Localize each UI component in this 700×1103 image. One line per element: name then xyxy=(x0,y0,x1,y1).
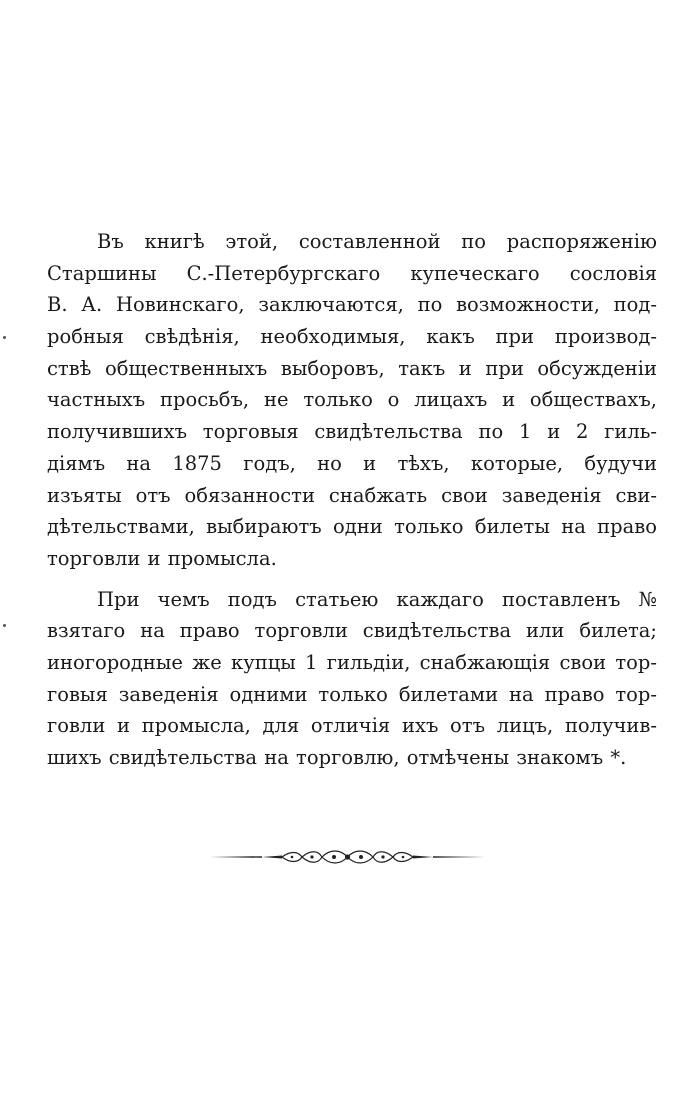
text-line: Въ книгѣ этой, составленной по распоряженію xyxy=(97,230,657,253)
paragraph-1 xyxy=(47,226,657,575)
text-line: иногородные же купцы 1 гильдіи, снабжающія свои тор- xyxy=(47,650,657,674)
text-line: частныхъ просьбъ, не только о лицахъ и обществахъ, xyxy=(47,388,657,412)
paragraph-2 xyxy=(47,584,657,774)
text-line: В. А. Новинскаго, заключаются, по возможности, под- xyxy=(47,293,657,317)
text-line: Старшины С.-Петербургскаго купеческаго сословія xyxy=(47,261,657,285)
text-line: говыя заведенія одними только билетами на право тор- xyxy=(47,682,657,706)
text-line: робныя свѣдѣнія, необходимыя, какъ при производ- xyxy=(47,325,657,349)
text-line: торговли и промысла. xyxy=(47,546,277,570)
text-line: ствѣ общественныхъ выборовъ, такъ и при обсужденіи xyxy=(47,356,657,380)
decorative-divider-ornament xyxy=(210,846,485,868)
scan-speck xyxy=(3,336,6,339)
text-line: взятаго на право торговли свидѣтельства или билета; xyxy=(47,619,657,643)
text-line: изъяты отъ обязанности снабжать свои заведенія сви- xyxy=(47,483,657,507)
scan-speck xyxy=(3,624,6,627)
text-line: дѣтельствами, выбираютъ одни только билеты на право xyxy=(47,515,657,539)
paragraph-gap xyxy=(47,575,657,584)
text-line: діямъ на 1875 годъ, но и тѣхъ, которые, будучи xyxy=(47,451,657,475)
text-line: При чемъ подъ статьею каждаго поставленъ № xyxy=(97,587,657,611)
text-block xyxy=(47,226,657,774)
text-line: говли и промысла, для отличія ихъ отъ лицъ, получив- xyxy=(47,714,657,738)
text-line: шихъ свидѣтельства на торговлю, отмѣчены знакомъ *. xyxy=(47,746,627,769)
text-line: получившихъ торговыя свидѣтельства по 1 и 2 гиль- xyxy=(47,420,657,444)
